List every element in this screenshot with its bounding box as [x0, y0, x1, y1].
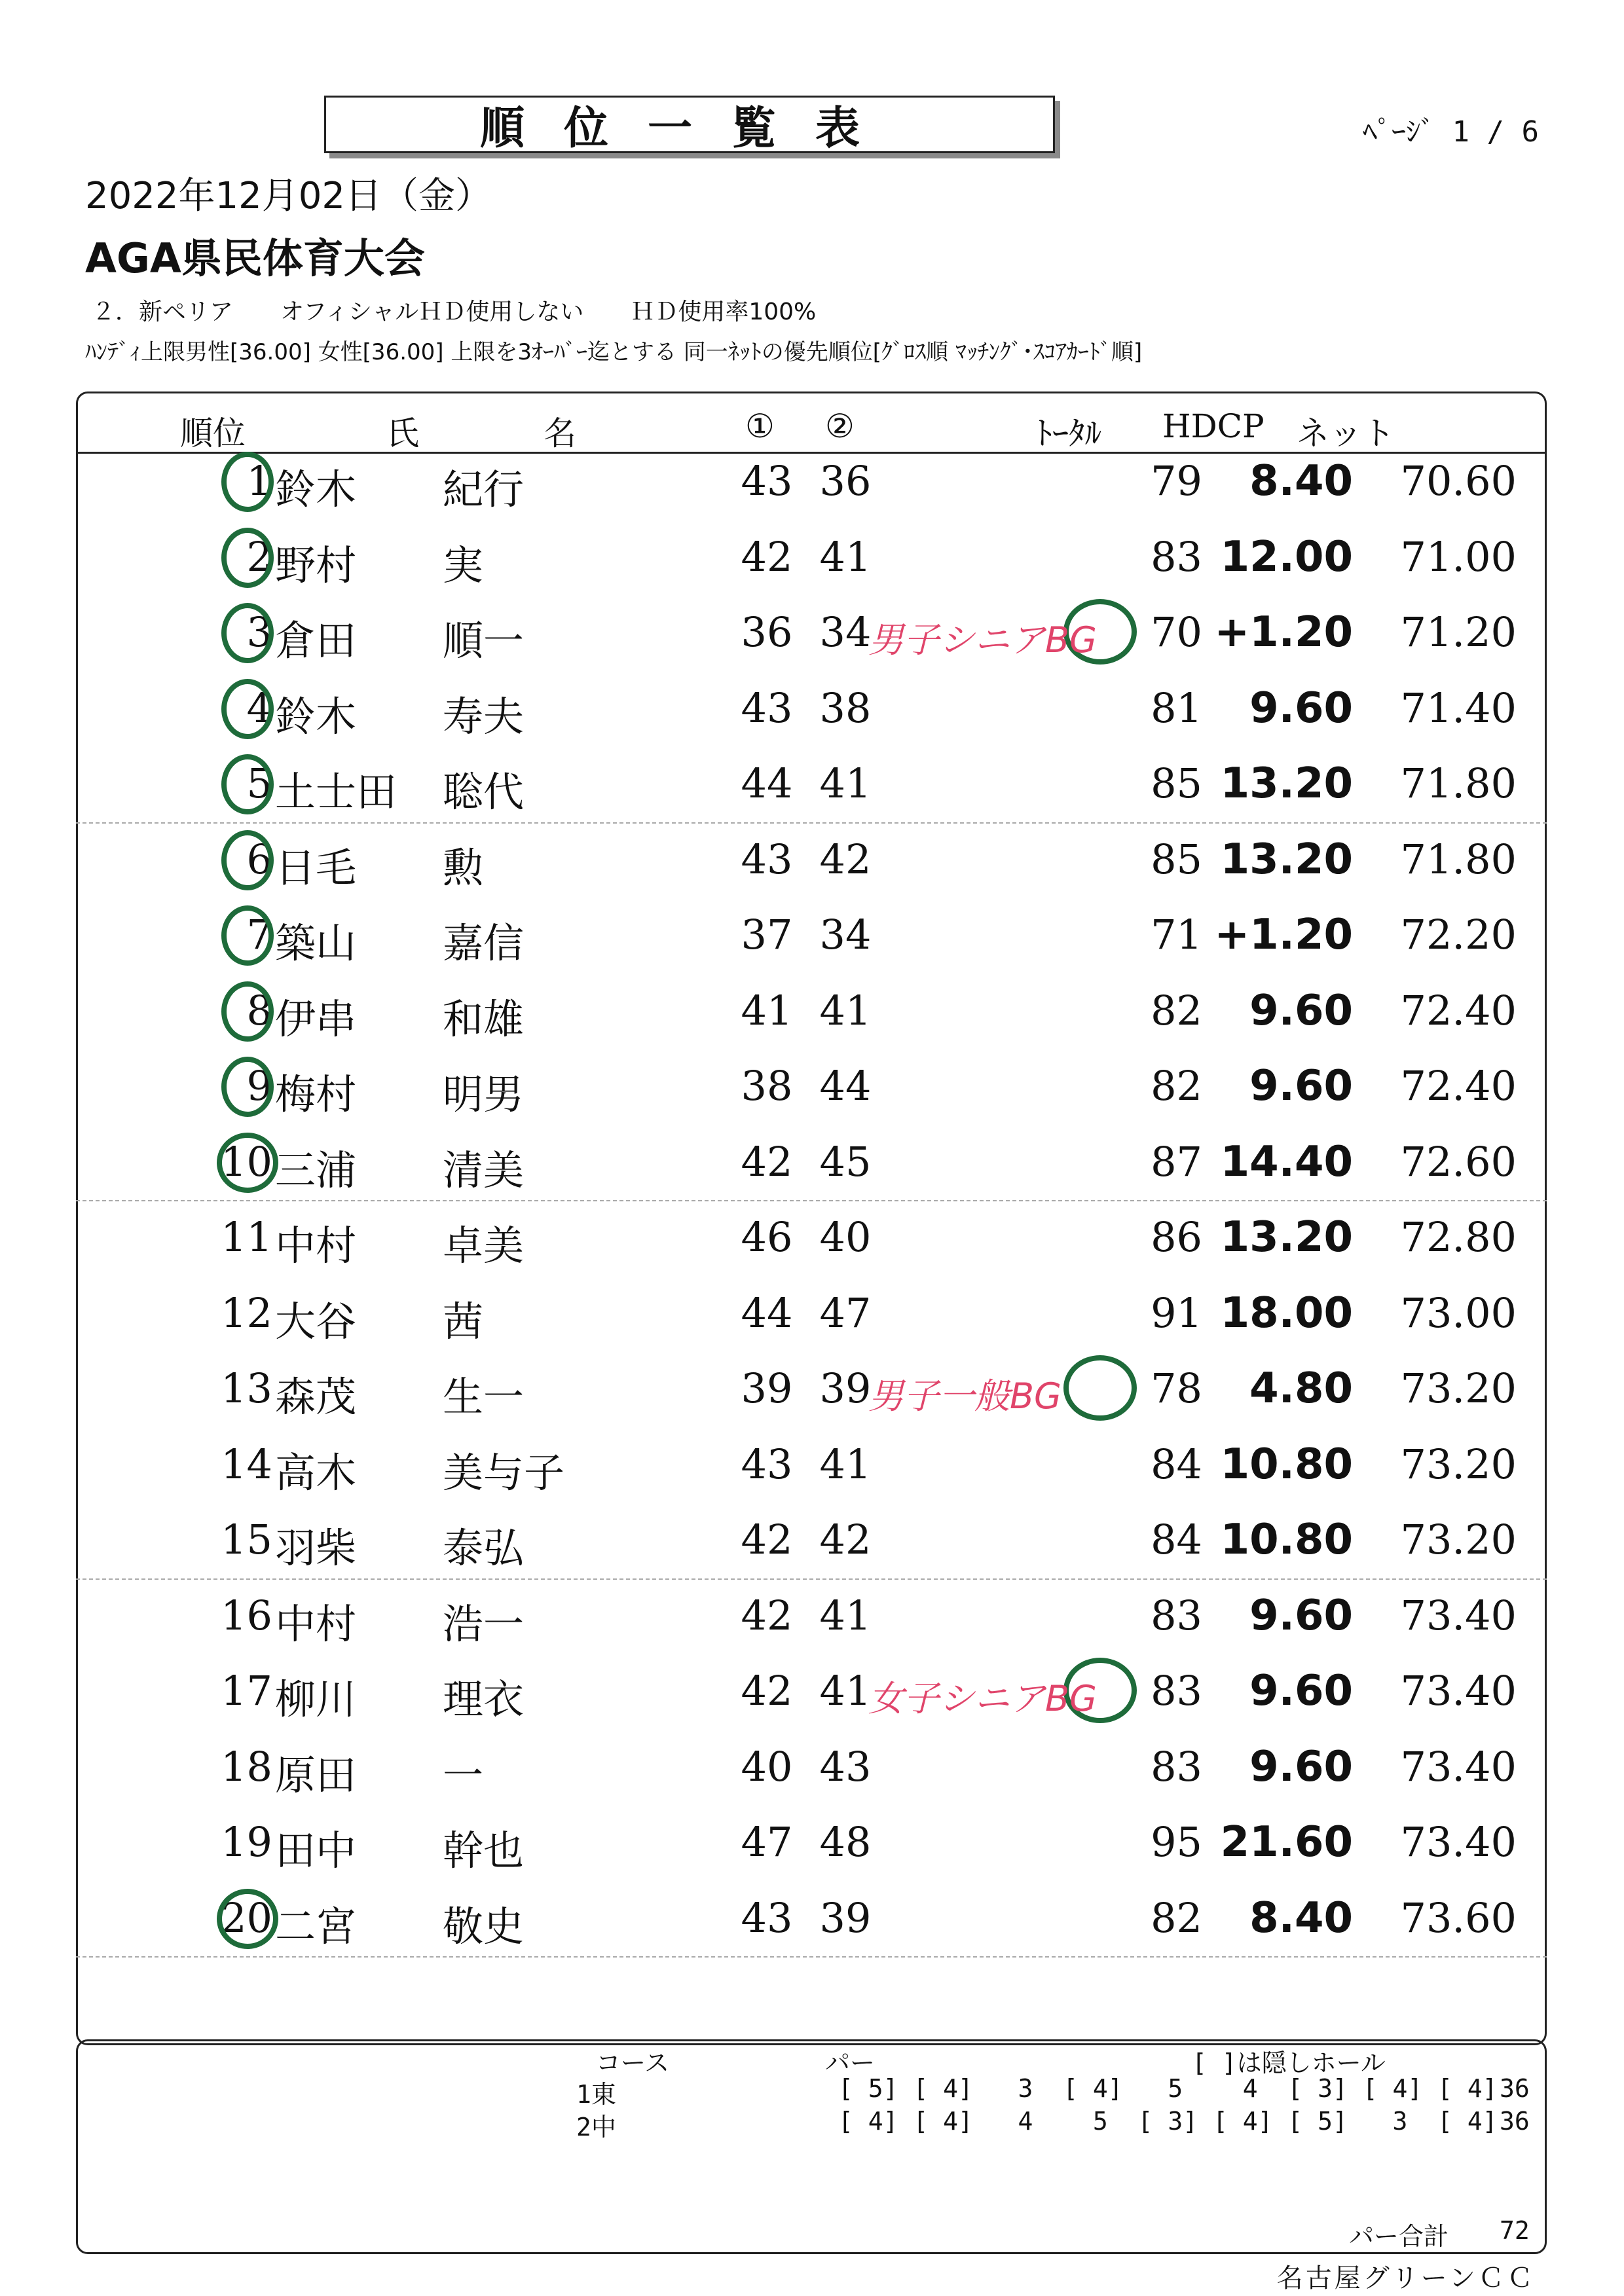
rank-cell: 15: [221, 1516, 272, 1563]
course2-holes: [ 4] [ 4] 4 5 [ 3] [ 4] [ 5] 3 [ 4]: [838, 2107, 1498, 2136]
rank-circle-mark: [217, 1889, 278, 1949]
score-out-cell: 39: [741, 1364, 793, 1412]
rank-circle-mark: [221, 830, 274, 890]
last-name-cell: 大谷: [275, 1297, 357, 1345]
hdcp-cell: 12.00: [1220, 532, 1353, 581]
rank-cell: 3: [246, 608, 272, 656]
score-out-cell: 43: [741, 1440, 793, 1488]
total-cell: 95: [1151, 1818, 1202, 1866]
net-cell: 72.20: [1400, 911, 1517, 958]
score-out-cell: 44: [741, 759, 793, 807]
score-out-cell: 42: [741, 1591, 793, 1639]
last-name-cell: 柳川: [275, 1675, 357, 1723]
last-name-cell: 野村: [275, 541, 357, 589]
last-name-cell: 田中: [275, 1827, 357, 1874]
first-name-cell: 浩一: [443, 1599, 525, 1648]
rank-cell: 20: [221, 1893, 272, 1942]
hdcp-cell: 8.40: [1249, 457, 1353, 505]
total-cell: 83: [1151, 1667, 1202, 1715]
first-name-cell: 一: [443, 1751, 484, 1799]
table-row: [76, 1277, 1547, 1353]
first-name-cell: 紀行: [443, 465, 525, 513]
course1-total: 36: [1500, 2074, 1530, 2103]
page-title: 順位一覧表: [324, 96, 1055, 153]
net-cell: 72.40: [1400, 986, 1517, 1034]
rank-circle-mark: [221, 981, 274, 1042]
hdcp-cell: 13.20: [1220, 759, 1353, 808]
col-name-header-b: 名: [544, 414, 576, 452]
score-in-cell: 43: [819, 1742, 872, 1791]
net-cell: 72.80: [1400, 1213, 1517, 1261]
first-name-cell: 清美: [443, 1146, 525, 1194]
rank-cell: 17: [221, 1667, 272, 1715]
table-row: [76, 445, 1547, 520]
course2-name: 2中: [576, 2113, 616, 2141]
rank-cell: 1: [246, 457, 272, 505]
net-cell: 73.60: [1400, 1893, 1517, 1942]
first-name-cell: 茜: [443, 1297, 484, 1345]
net-cell: 71.00: [1400, 532, 1517, 581]
first-name-cell: 卓美: [443, 1222, 525, 1269]
score-in-cell: 39: [819, 1364, 872, 1412]
score-in-cell: 34: [819, 911, 872, 958]
first-name-cell: 生一: [443, 1373, 525, 1421]
table-row: [76, 748, 1547, 823]
rank-cell: 19: [221, 1818, 272, 1866]
rank-cell: 13: [221, 1364, 272, 1412]
handwritten-note: 男子シニアBG: [868, 619, 1097, 661]
rank-cell: 14: [221, 1440, 272, 1488]
score-out-cell: 43: [741, 683, 793, 732]
net-cell: 71.40: [1400, 683, 1517, 732]
score-in-cell: 36: [819, 457, 872, 505]
score-out-cell: 46: [741, 1213, 793, 1261]
rank-cell: 11: [221, 1213, 272, 1261]
first-name-cell: 勲: [443, 843, 484, 892]
rank-circle-mark: [217, 1133, 278, 1193]
table-row: [76, 1806, 1547, 1882]
total-cell: 82: [1151, 1893, 1202, 1942]
par-label: パー: [825, 2049, 876, 2077]
total-cell: 91: [1151, 1288, 1202, 1337]
rank-cell: 12: [221, 1288, 272, 1337]
rank-cell: 7: [246, 911, 272, 958]
rank-circle-mark: [221, 603, 274, 663]
score-in-cell: 39: [819, 1893, 872, 1942]
score-in-cell: 48: [819, 1818, 872, 1866]
page-number: ﾍﾟｰｼﾞ 1 / 6: [1363, 115, 1539, 149]
hdcp-cell: 9.60: [1249, 1591, 1353, 1640]
hdcp-cell: 4.80: [1249, 1364, 1353, 1413]
last-name-cell: 倉田: [275, 617, 357, 665]
table-row: [76, 672, 1547, 748]
net-cell: 71.80: [1400, 835, 1517, 883]
net-cell: 73.40: [1400, 1667, 1517, 1715]
score-in-cell: 41: [819, 759, 872, 807]
total-cell: 71: [1151, 911, 1202, 958]
group-divider: [76, 1956, 1547, 1958]
table-row: [76, 596, 1547, 672]
first-name-cell: 順一: [443, 617, 525, 665]
rank-cell: 2: [246, 532, 272, 581]
table-row: [76, 1655, 1547, 1730]
last-name-cell: 築山: [275, 919, 357, 967]
first-name-cell: 泰弘: [443, 1524, 525, 1572]
net-cell: 73.20: [1400, 1516, 1517, 1563]
total-cell: 85: [1151, 835, 1202, 883]
hdcp-cell: 9.60: [1249, 1667, 1353, 1715]
col-s1-header: ①: [745, 407, 775, 445]
hdcp-cell: 14.40: [1220, 1137, 1353, 1186]
last-name-cell: 三浦: [275, 1146, 357, 1194]
score-in-cell: 47: [819, 1288, 872, 1337]
net-cell: 73.20: [1400, 1440, 1517, 1488]
hdcp-cell: 21.60: [1220, 1818, 1353, 1867]
first-name-cell: 和雄: [443, 994, 525, 1043]
total-cell: 79: [1151, 457, 1202, 505]
table-row: [76, 1882, 1547, 1958]
last-name-cell: 鈴木: [275, 465, 357, 513]
table-row: [76, 1201, 1547, 1277]
last-name-cell: 土士田: [275, 768, 397, 816]
last-name-cell: 伊串: [275, 994, 357, 1043]
course1-holes: [ 5] [ 4] 3 [ 4] 5 4 [ 3] [ 4] [ 4]: [838, 2074, 1498, 2103]
score-out-cell: 43: [741, 1893, 793, 1942]
score-out-cell: 42: [741, 1516, 793, 1563]
score-out-cell: 47: [741, 1818, 793, 1866]
hidden-hole-label: [ ]は隠しホール: [1192, 2049, 1386, 2077]
par-total-value: 72: [1500, 2216, 1530, 2245]
total-cell: 82: [1151, 986, 1202, 1034]
total-cell: 87: [1151, 1137, 1202, 1186]
first-name-cell: 嘉信: [443, 919, 525, 967]
rank-circle-mark: [221, 452, 274, 512]
hdcp-cell: 13.20: [1220, 1213, 1353, 1262]
hdcp-cell: 9.60: [1249, 986, 1353, 1035]
course1-name: 1東: [576, 2080, 616, 2109]
score-out-cell: 38: [741, 1062, 793, 1110]
hdcp-cell: +1.20: [1214, 911, 1353, 959]
table-row: [76, 521, 1547, 596]
total-cell: 83: [1151, 532, 1202, 581]
net-cell: 73.20: [1400, 1364, 1517, 1412]
table-row: [76, 1731, 1547, 1806]
score-out-cell: 44: [741, 1288, 793, 1337]
table-row: [76, 1126, 1547, 1201]
score-out-cell: 41: [741, 986, 793, 1034]
score-in-cell: 40: [819, 1213, 872, 1261]
rank-cell: 5: [246, 759, 272, 807]
first-name-cell: 明男: [443, 1070, 525, 1118]
score-out-cell: 37: [741, 911, 793, 958]
rank-cell: 16: [221, 1591, 272, 1639]
rank-cell: 4: [246, 683, 272, 732]
score-out-cell: 42: [741, 1137, 793, 1186]
conditions-line-2: ﾊﾝﾃﾞｨ上限男性[36.00] 女性[36.00] 上限を3ｵｰﾊﾞｰ迄とする 同一ﾈｯﾄの優先順位[ｸﾞﾛｽ順 ﾏｯﾁﾝｸﾞ･ｽｺｱｶｰﾄﾞ順]: [85, 339, 1143, 365]
net-cell: 71.20: [1400, 608, 1517, 656]
net-cell: 73.40: [1400, 1591, 1517, 1639]
total-circle-mark: [1063, 1355, 1137, 1421]
last-name-cell: 羽柴: [275, 1524, 357, 1572]
hdcp-cell: 18.00: [1220, 1288, 1353, 1338]
table-row: [76, 1353, 1547, 1428]
last-name-cell: 二宮: [275, 1902, 357, 1950]
col-hdcp-header: HDCP: [1162, 407, 1264, 445]
first-name-cell: 敬史: [443, 1902, 525, 1950]
score-out-cell: 42: [741, 1667, 793, 1715]
last-name-cell: 中村: [275, 1222, 357, 1269]
score-in-cell: 34: [819, 608, 872, 656]
course-label: コース: [596, 2049, 670, 2077]
last-name-cell: 原田: [275, 1751, 357, 1799]
table-row: [76, 824, 1547, 899]
event-date: 2022年12月02日（金）: [85, 175, 492, 217]
hdcp-cell: +1.20: [1214, 608, 1353, 657]
last-name-cell: 日毛: [275, 843, 357, 892]
club-name: 名古屋グリーンＣＣ: [1276, 2263, 1536, 2293]
handwritten-note: 女子シニアBG: [868, 1678, 1097, 1719]
total-cell: 85: [1151, 759, 1202, 807]
rank-circle-mark: [221, 1057, 274, 1117]
par-total-label: パー合計: [1349, 2222, 1449, 2251]
table-row: [76, 1504, 1547, 1579]
conditions-line-1: ２．新ペリア オフィシャルＨＤ使用しない ＨＤ使用率100%: [92, 299, 817, 325]
rank-cell: 9: [246, 1062, 272, 1110]
last-name-cell: 鈴木: [275, 692, 357, 740]
total-cell: 70: [1151, 608, 1202, 656]
table-row: [76, 1429, 1547, 1504]
table-row: [76, 1050, 1547, 1125]
rank-cell: 8: [246, 986, 272, 1034]
total-cell: 83: [1151, 1591, 1202, 1639]
score-in-cell: 41: [819, 532, 872, 581]
hdcp-cell: 13.20: [1220, 835, 1353, 884]
table-row: [76, 975, 1547, 1050]
score-in-cell: 45: [819, 1137, 872, 1186]
rank-circle-mark: [221, 905, 274, 966]
last-name-cell: 高木: [275, 1448, 357, 1497]
score-out-cell: 40: [741, 1742, 793, 1791]
total-cell: 82: [1151, 1062, 1202, 1110]
net-cell: 71.80: [1400, 759, 1517, 807]
net-cell: 72.60: [1400, 1137, 1517, 1186]
total-cell: 83: [1151, 1742, 1202, 1791]
total-cell: 81: [1151, 683, 1202, 732]
first-name-cell: 実: [443, 541, 484, 589]
course2-total: 36: [1500, 2107, 1530, 2136]
hdcp-cell: 9.60: [1249, 1742, 1353, 1791]
first-name-cell: 聡代: [443, 768, 525, 816]
score-out-cell: 43: [741, 457, 793, 505]
score-in-cell: 41: [819, 986, 872, 1034]
net-cell: 72.40: [1400, 1062, 1517, 1110]
rank-circle-mark: [221, 528, 274, 588]
first-name-cell: 幹也: [443, 1827, 525, 1874]
score-in-cell: 42: [819, 835, 872, 883]
net-cell: 73.00: [1400, 1288, 1517, 1337]
score-in-cell: 42: [819, 1516, 872, 1563]
hdcp-cell: 9.60: [1249, 683, 1353, 733]
col-total-header: ﾄｰﾀﾙ: [1036, 414, 1101, 452]
hdcp-cell: 10.80: [1220, 1516, 1353, 1564]
col-name-header-a: 氏: [386, 414, 419, 452]
col-rank-header: 順位: [180, 414, 246, 452]
net-cell: 70.60: [1400, 457, 1517, 505]
rank-cell: 6: [246, 835, 272, 883]
rank-cell: 18: [221, 1742, 272, 1791]
col-net-header: ネット: [1297, 414, 1395, 452]
first-name-cell: 美与子: [443, 1448, 565, 1497]
event-name: AGA県民体育大会: [85, 234, 425, 282]
score-out-cell: 43: [741, 835, 793, 883]
rank-circle-mark: [221, 679, 274, 739]
score-in-cell: 38: [819, 683, 872, 732]
total-cell: 78: [1151, 1364, 1202, 1412]
hdcp-cell: 10.80: [1220, 1440, 1353, 1489]
hdcp-cell: 8.40: [1249, 1893, 1353, 1942]
rank-cell: 10: [221, 1137, 272, 1186]
table-row: [76, 1580, 1547, 1655]
last-name-cell: 梅村: [275, 1070, 357, 1118]
table-row: [76, 899, 1547, 974]
first-name-cell: 寿夫: [443, 692, 525, 740]
total-cell: 86: [1151, 1213, 1202, 1261]
handwritten-note: 男子一般BG: [868, 1376, 1061, 1417]
last-name-cell: 中村: [275, 1599, 357, 1648]
last-name-cell: 森茂: [275, 1373, 357, 1421]
total-cell: 84: [1151, 1440, 1202, 1488]
score-out-cell: 36: [741, 608, 793, 656]
first-name-cell: 理衣: [443, 1675, 525, 1723]
score-in-cell: 41: [819, 1440, 872, 1488]
score-in-cell: 41: [819, 1591, 872, 1639]
score-in-cell: 41: [819, 1667, 872, 1715]
rank-circle-mark: [221, 754, 274, 814]
score-out-cell: 42: [741, 532, 793, 581]
total-cell: 84: [1151, 1516, 1202, 1563]
net-cell: 73.40: [1400, 1818, 1517, 1866]
col-s2-header: ②: [825, 407, 855, 445]
net-cell: 73.40: [1400, 1742, 1517, 1791]
score-in-cell: 44: [819, 1062, 872, 1110]
hdcp-cell: 9.60: [1249, 1062, 1353, 1110]
